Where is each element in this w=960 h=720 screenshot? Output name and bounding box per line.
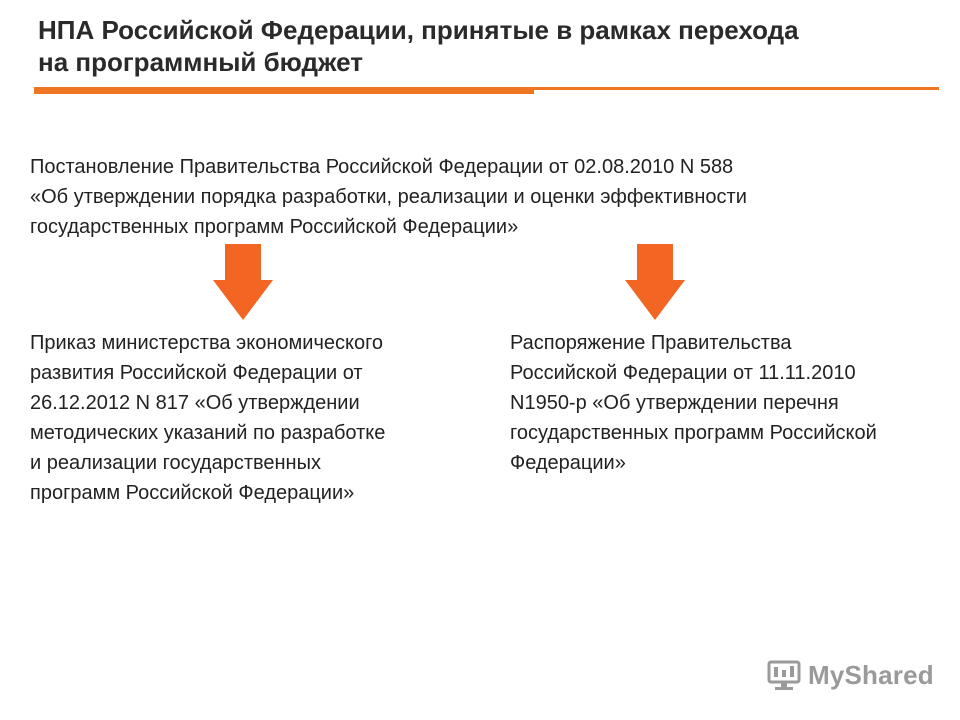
title-underline-thick [34, 87, 534, 94]
government-directive-text: Распоряжение Правительства Российской Федерации от 11.11.2010 N1950-р «Об утверждении перечня государственных программ Российской Федерации» [510, 332, 877, 474]
slide-title: НПА Российской Федерации, принятые в рамках перехода на программный бюджет [38, 15, 799, 77]
watermark-text: MyShared [808, 659, 934, 690]
arrow-down-icon [625, 244, 685, 320]
arrow-down-icon [213, 244, 273, 320]
ministry-order-text: Приказ министерства экономического развития Российской Федерации от 26.12.2012 N 817 «Об утверждении методических указаний по разработке и реализации государственных программ Российской Федерации» [30, 332, 386, 504]
myshared-watermark [766, 655, 934, 695]
government-decree-text: Постановление Правительства Российской Федерации от 02.08.2010 N 588 «Об утверждении порядка разработки, реализации и оценки эффективности государственных программ Российской Федерации» [30, 156, 747, 238]
title-underline [34, 87, 939, 95]
myshared-logo-icon [766, 657, 802, 693]
